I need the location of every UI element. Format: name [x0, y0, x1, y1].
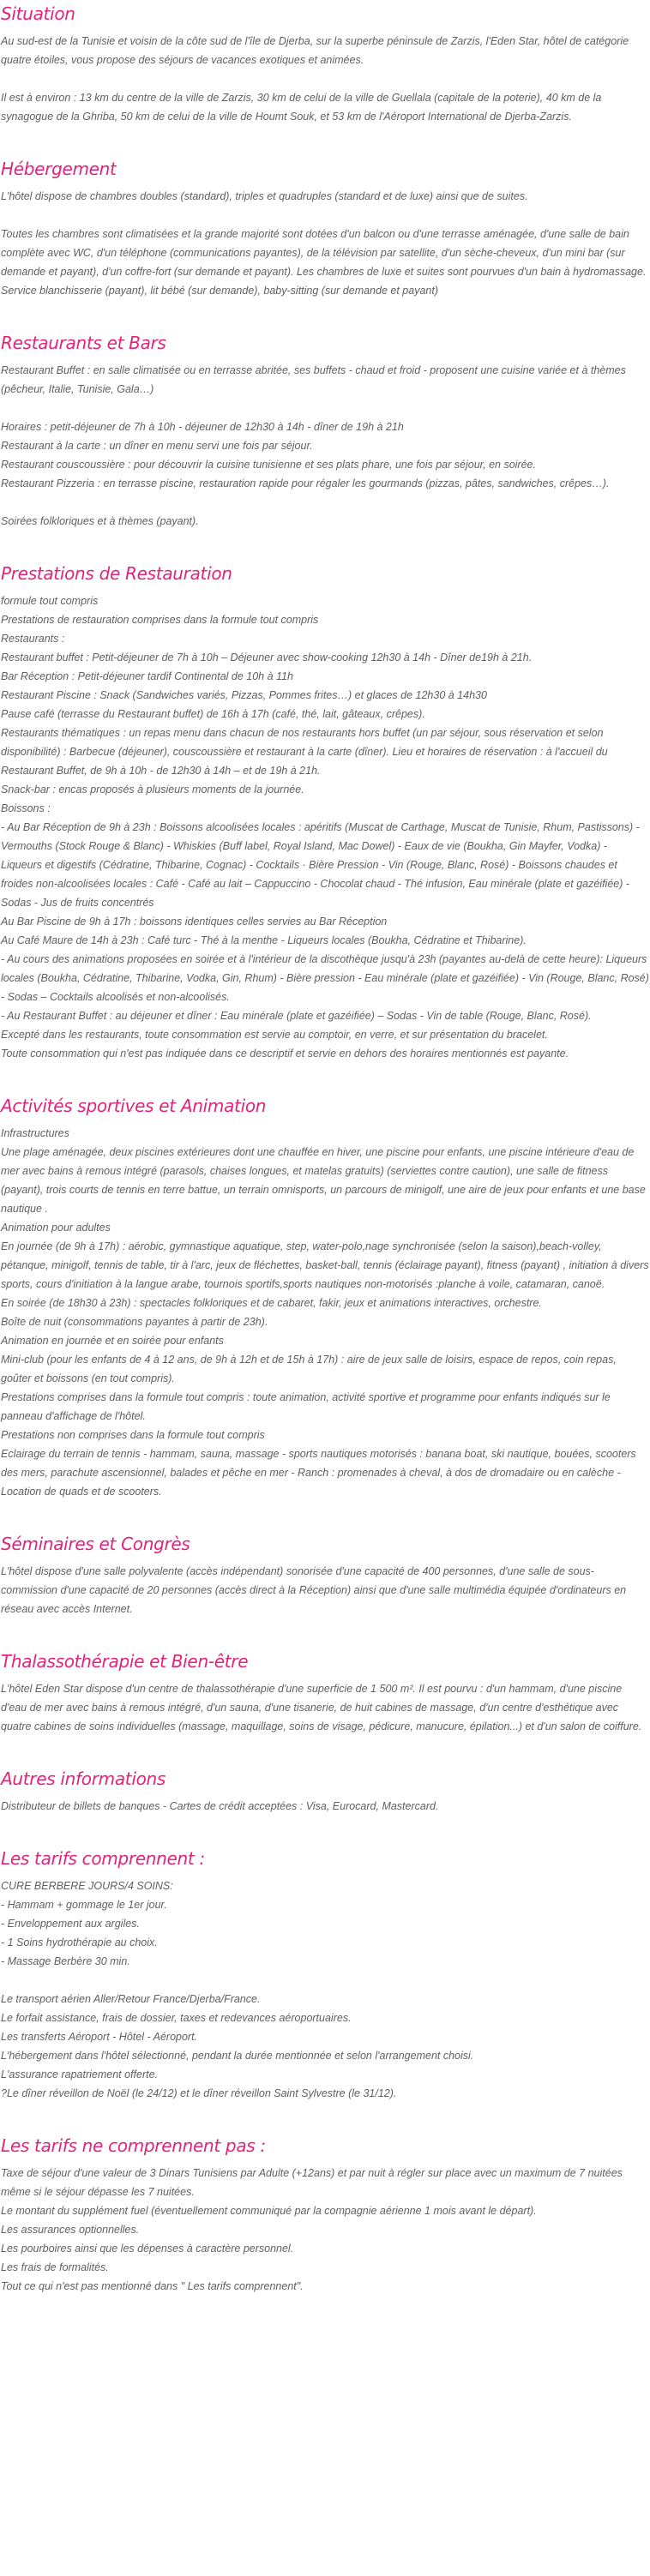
paragraph: Les pourboires ainsi que les dépenses à caractère personnel. — [1, 2243, 294, 2255]
paragraph: Distributeur de billets de banques - Cartes de crédit acceptées : Visa, Eurocard, Mastercard. — [1, 1800, 439, 1812]
paragraph: Restaurants : — [1, 633, 65, 645]
paragraph: Mini-club (pour les enfants de 4 à 12 ans, de 9h à 12h et de 15h à 17h) : aire de jeux salle de loisirs, espace de repos, coin repas, goûter et boissons (en tout compris). — [1, 1354, 617, 1384]
section-spacer — [1, 531, 649, 560]
paragraph: - Enveloppement aux argiles. — [1, 1918, 140, 1930]
paragraph: Les transferts Aéroport - Hôtel - Aéroport. — [1, 2031, 198, 2043]
section-title: Hébergement — [1, 159, 117, 179]
paragraph: Restaurants thématiques : un repas menu dans chacun de nos restaurants hors buffet (un par séjour, sous réservation et selon disponibilité) : Barbecue (déjeuner), couscoussière et restaurant à la carte (dîner). Lieu et horaires de réservation : à l'accueil du Restaurant Buffet, de 9h à 10h - de 12h30 à 14h – et de 19h à 21h. — [1, 727, 608, 777]
paragraph: Toute consommation qui n'est pas indiquée dans ce descriptif et servie en dehors des horaires mentionnés est payante. — [1, 1048, 569, 1060]
paragraph: L'assurance rapatriement offerte. — [1, 2069, 159, 2081]
paragraph: - Au cours des animations proposées en soirée et à l'intérieur de la discothèque jusqu'à 23h (payantes au-delà de cette heure): Liqueurs locales (Boukha, Cédratine, Thibarine, Vodka, Gin, Rhum) - Bière pression - Eau minérale (plate et gazéifiée) - Vin (Rouge, Blanc, Rosé) - Sodas – Cocktails alcoolisés et non-alcoolisés. — [1, 953, 649, 1003]
paragraph: Au Café Maure de 14h à 23h : Café turc - Thé à la menthe - Liqueurs locales (Boukha, Cédratine et Thibarine). — [1, 934, 527, 946]
paragraph: Horaires : petit-déjeuner de 7h à 10h - déjeuner de 12h30 à 14h - dîner de 19h à 21h — [1, 421, 404, 433]
paragraph: Pause café (terrasse du Restaurant buffet) de 16h à 17h (café, thé, lait, gâteaux, crêpes). — [1, 708, 425, 720]
paragraph-spacer — [1, 399, 649, 417]
paragraph-spacer — [1, 206, 649, 225]
paragraph: L'hôtel dispose d'une salle polyvalente (accès indépendant) sonorisée d'une capacité de 400 personnes, d'une salle de sous-commission d'une capacité de 20 personnes (accès direct à la Réception) ainsi que d'une salle multimédia équipée d'ordinateurs en réseau avec accès Internet. — [1, 1565, 627, 1615]
section-title: Les tarifs ne comprennent pas : — [1, 2135, 266, 2156]
paragraph: L'hôtel dispose de chambres doubles (standard), triples et quadruples (standard et de luxe) ainsi que de suites. — [1, 190, 528, 202]
section-spacer — [1, 126, 649, 155]
paragraph: En journée (de 9h à 17h) : aérobic, gymnastique aquatique, step, water-polo,nage synchronisée (selon la saison),beach-volley, pétanque, minigolf, tennis de table, tir à l'arc, jeux de fléchettes, basket-ball, tennis (éclairage payant), fitness (payant) , initiation à divers sports, cours d'initiation à la langue arabe, tournois sportifs,sports nautiques non-motorisés :planche à voile, catamaran, canoë. — [1, 1240, 649, 1290]
paragraph: Restaurant Pizzeria : en terrasse piscine, restauration rapide pour régaler les gourmands (pizzas, pâtes, sandwiches, crêpes…). — [1, 477, 610, 489]
paragraph: L'hôtel Eden Star dispose d'un centre de thalassothérapie d'une superficie de 1 500 m². Il est pourvu : d'un hammam, d'une piscine d'eau de mer avec bains à remous intégré, d'un sauna, d'une tisanerie, de huit cabines de massage, d'un centre d'esthétique avec quatre cabines de soins individuelles (massage, maquillage, soins de visage, pédicure, manucure, épilation...) et d'un salon de coiffure. — [1, 1683, 642, 1732]
section-title: Thalassothérapie et Bien-être — [1, 1651, 249, 1672]
paragraph: - Massage Berbère 30 min. — [1, 1955, 130, 1967]
paragraph: Prestations non comprises dans la formule tout compris — [1, 1429, 265, 1441]
section-title: Prestations de Restauration — [1, 563, 232, 584]
paragraph: Taxe de séjour d'une valeur de 3 Dinars Tunisiens par Adulte (+12ans) et par nuit à régler sur place avec un maximum de 7 nuitées même si le séjour dépasse les 7 nuitées. — [1, 2167, 623, 2198]
paragraph: Les assurances optionnelles. — [1, 2224, 140, 2236]
section-spacer — [1, 1063, 649, 1092]
paragraph: Bar Réception : Petit-déjeuner tardif Continental de 10h à 11h — [1, 670, 293, 682]
section-spacer — [1, 1816, 649, 1845]
paragraph: L'hébergement dans l'hôtel sélectionné, pendant la durée mentionnée et selon l'arrangement choisi. — [1, 2050, 474, 2062]
paragraph: Restaurant Buffet : en salle climatisée ou en terrasse abritée, ses buffets - chaud et froid - proposent une cuisine variée et à thèmes (pêcheur, Italie, Tunisie, Gala…) — [1, 364, 626, 395]
section-tarifs-ne-comprennent — [1, 2132, 649, 2296]
section-title: Les tarifs comprennent : — [1, 1848, 205, 1869]
paragraph: - Au Bar Réception de 9h à 23h : Boissons alcoolisées locales : apéritifs (Muscat de Carthage, Muscat de Tunisie, Rhum, Pastissons) - Vermouths (Stock Rouge & Blanc) - Whiskies (Buff label, Royal Island, Mac Dowel) - Eaux de vie (Boukha, Gin Mayfer, Vodka) - Liqueurs et digestifs (Cédratine, Thibarine, Cognac) - Cocktails · Bière Pression - Vin (Rouge, Blanc, Rosé) - Boissons chaudes et froides non-alcoolisées locales : Café - Café au lait – Cappuccino - Chocolat chaud - Thé infusion, Eau minérale (plate et gazéifiée) - Sodas - Jus de fruits concentrés — [1, 821, 640, 909]
paragraph: Les frais de formalités. — [1, 2261, 109, 2273]
section-autres — [1, 1765, 649, 1816]
paragraph: Infrastructures — [1, 1127, 69, 1139]
paragraph: Soirées folkloriques et à thèmes (payant). — [1, 515, 199, 527]
paragraph: En soirée (de 18h30 à 23h) : spectacles folkloriques et de cabaret, fakir, jeux et animations interactives, orchestre. — [1, 1297, 542, 1309]
section-title: Activités sportives et Animation — [1, 1096, 267, 1116]
paragraph: - 1 Soins hydrothérapie au choix. — [1, 1937, 158, 1949]
paragraph-spacer — [1, 1971, 649, 1990]
paragraph: Snack-bar : encas proposés à plusieurs moments de la journée. — [1, 784, 304, 796]
paragraph: Restaurant à la carte : un dîner en menu servi une fois par séjour. — [1, 440, 313, 452]
section-title: Restaurants et Bars — [1, 333, 166, 353]
section-spacer — [1, 1501, 649, 1530]
paragraph-spacer — [1, 69, 649, 88]
paragraph: Excepté dans les restaurants, toute consommation est servie au comptoir, en verre, et sur présentation du bracelet. — [1, 1029, 548, 1041]
paragraph: CURE BERBERE JOURS/4 SOINS: — [1, 1880, 173, 1892]
section-spacer — [1, 1618, 649, 1648]
paragraph: Boissons : — [1, 802, 51, 814]
section-prestations — [1, 560, 649, 1063]
section-activites — [1, 1092, 649, 1501]
paragraph: Eclairage du terrain de tennis - hammam, sauna, massage - sports nautiques motorisés : banana boat, ski nautique, bouées, scooters des mers, parachute ascensionnel, balades et pêche en mer - Ranch : promenades à cheval, à dos de dromadaire ou en calèche - Location de quads et de scooters. — [1, 1448, 636, 1498]
section-spacer — [1, 2103, 649, 2132]
paragraph: Le forfait assistance, frais de dossier, taxes et redevances aéroportuaires. — [1, 2012, 352, 2024]
paragraph: Prestations de restauration comprises dans la formule tout compris — [1, 614, 319, 626]
paragraph: Prestations comprises dans la formule tout compris : toute animation, activité sportive et programme pour enfants indiqués sur le panneau d'affichage de l'hôtel. — [1, 1391, 611, 1422]
section-title: Séminaires et Congrès — [1, 1534, 190, 1554]
paragraph: - Hammam + gommage le 1er jour. — [1, 1899, 167, 1911]
paragraph: Animation en journée et en soirée pour enfants — [1, 1335, 224, 1347]
section-seminaires — [1, 1530, 649, 1618]
paragraph: ?Le dîner réveillon de Noël (le 24/12) et le dîner réveillon Saint Sylvestre (le 31/12). — [1, 2087, 397, 2099]
section-restaurants — [1, 329, 649, 531]
paragraph: Au Bar Piscine de 9h à 17h : boissons identiques celles servies au Bar Réception — [1, 916, 388, 928]
paragraph: Restaurant buffet : Petit-déjeuner de 7h à 10h – Déjeuner avec show-cooking 12h30 à 14h - Dîner de19h à 21h. — [1, 652, 533, 664]
paragraph: Une plage aménagée, deux piscines extérieures dont une chauffée en hiver, une piscine pour enfants, une piscine intérieure d'eau de mer avec bains à remous intégré (parasols, chaises longues, et matelas gratuits) (serviettes contre caution), une salle de fitness (payant), trois courts de tennis en terre battue, un terrain omnisports, un parcours de minigolf, une aire de jeux pour enfants et une base nautique . — [1, 1146, 646, 1215]
section-tarifs-comprennent — [1, 1845, 649, 2103]
section-situation — [1, 0, 649, 126]
paragraph: Au sud-est de la Tunisie et voisin de la côte sud de l'île de Djerba, sur la superbe péninsule de Zarzis, l'Eden Star, hôtel de catégorie quatre étoiles, vous propose des séjours de vacances exotiques et animées. — [1, 35, 629, 66]
paragraph: Animation pour adultes — [1, 1222, 111, 1234]
paragraph: Toutes les chambres sont climatisées et la grande majorité sont dotées d'un balcon ou d'une terrasse aménagée, d'une salle de bain complète avec WC, d'un téléphone (communications payantes), de la télévision par satellite, d'un sèche-cheveux, d'un mini bar (sur demande et payant), d'un coffre-fort (sur demande et payant). Les chambres de luxe et suites sont pourvues d'un bain à hydromassage. Service blanchisserie (payant), lit bébé (sur demande), baby-sitting (sur demande et payant) — [1, 228, 647, 297]
paragraph: formule tout compris — [1, 595, 99, 607]
section-thalasso — [1, 1648, 649, 1736]
section-title: Autres informations — [1, 1768, 166, 1789]
paragraph: Tout ce qui n'est pas mentionné dans " Les tarifs comprennent". — [1, 2280, 304, 2292]
paragraph-spacer — [1, 493, 649, 512]
section-hebergement — [1, 155, 649, 300]
paragraph: Restaurant Piscine : Snack (Sandwiches variés, Pizzas, Pommes frites…) et glaces de 12h30 à 14h30 — [1, 689, 487, 701]
paragraph: Il est à environ : 13 km du centre de la ville de Zarzis, 30 km de celui de la ville de Guellala (capitale de la poterie), 40 km de la synagogue de la Ghriba, 50 km de celui de la ville de Houmt Souk, et 53 km de l'Aéroport International de Djerba-Zarzis. — [1, 92, 602, 123]
section-spacer — [1, 1736, 649, 1765]
section-title: Situation — [1, 3, 75, 24]
paragraph: Restaurant couscoussière : pour découvrir la cuisine tunisienne et ses plats phare, une fois par séjour, en soirée. — [1, 459, 536, 471]
paragraph: Le montant du supplément fuel (éventuellement communiqué par la compagnie aérienne 1 mois avant le départ). — [1, 2205, 537, 2217]
section-spacer — [1, 300, 649, 329]
paragraph: Boîte de nuit (consommations payantes à partir de 23h). — [1, 1316, 268, 1328]
paragraph: - Au Restaurant Buffet : au déjeuner et dîner : Eau minérale (plate et gazéifiée) – Sodas - Vin de table (Rouge, Blanc, Rosé). — [1, 1010, 592, 1022]
paragraph: Le transport aérien Aller/Retour France/Djerba/France. — [1, 1993, 261, 2005]
